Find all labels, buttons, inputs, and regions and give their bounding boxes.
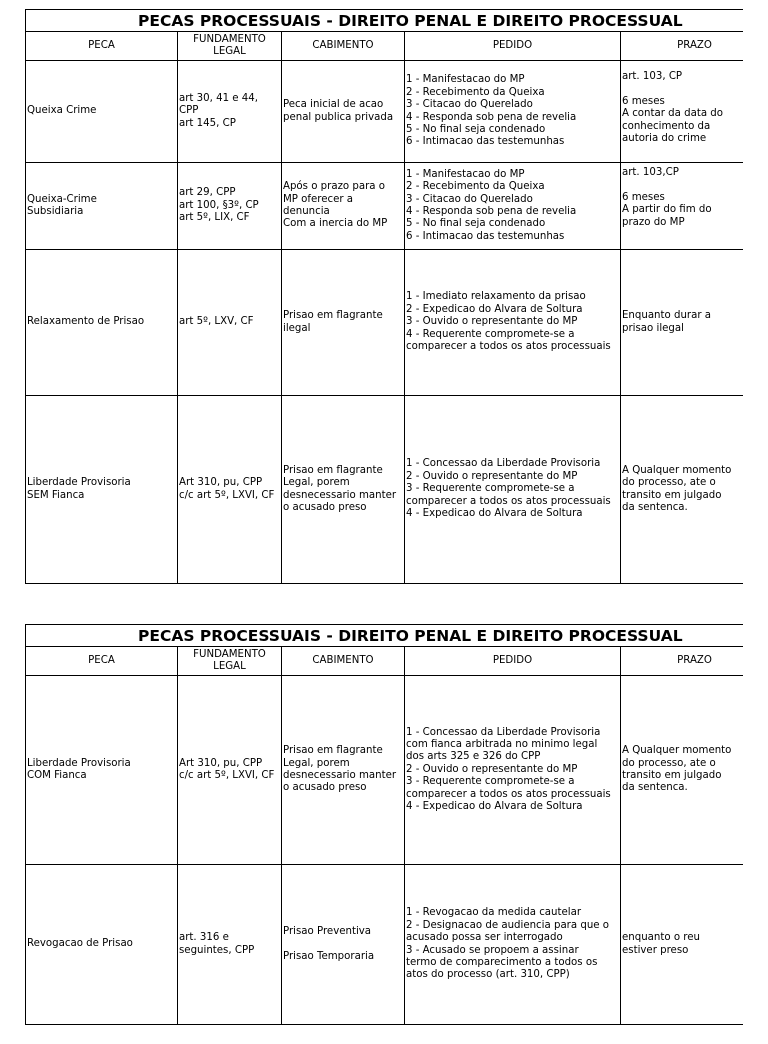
- header-pedido: PEDIDO: [405, 647, 621, 676]
- header-fundamento-legal: FUNDAMENTO LEGAL: [178, 32, 282, 61]
- cell-peca: Liberdade Provisoria SEM Fianca: [26, 396, 178, 584]
- header-fundamento-legal: FUNDAMENTO LEGAL: [178, 647, 282, 676]
- cell-cabimento: Prisao em flagrante Legal, porem desnecessario manter o acusado preso: [282, 396, 405, 584]
- header-peca: PECA: [26, 32, 178, 61]
- cell-fundamento: Art 310, pu, CPP c/c art 5º, LXVI, CF: [178, 676, 282, 865]
- pecas-table: [25, 9, 743, 584]
- cell-pedido: 1 - Concessao da Liberdade Provisoria 2 - Ouvido o representante do MP 3 - Requerente compromete-se a comparecer a todos os atos processuais 4 - Expedicao do Alvara de Soltura: [405, 396, 621, 584]
- cell-peca: Relaxamento de Prisao: [26, 250, 178, 396]
- cell-fundamento: art 5º, LXV, CF: [178, 250, 282, 396]
- cell-prazo: Enquanto durar a prisao ilegal: [621, 250, 744, 396]
- sheet-title: PECAS PROCESSUAIS - DIREITO PENAL E DIREITO PROCESSUAL: [26, 625, 744, 647]
- cell-cabimento: Após o prazo para o MP oferecer a denuncia Com a inercia do MP: [282, 163, 405, 250]
- header-pedido: PEDIDO: [405, 32, 621, 61]
- cell-pedido: 1 - Revogacao da medida cautelar 2 - Designacao de audiencia para que o acusado possa ser interrogado 3 - Acusado se propoem a assinar termo de comparecimento a todos os atos do processo (art. 310, CPP): [405, 865, 621, 1025]
- cell-cabimento: Prisao em flagrante ilegal: [282, 250, 405, 396]
- cell-fundamento: art. 316 e seguintes, CPP: [178, 865, 282, 1025]
- cell-peca: Queixa-Crime Subsidiaria: [26, 163, 178, 250]
- cell-fundamento: art 29, CPP art 100, §3º, CP art 5º, LIX, CF: [178, 163, 282, 250]
- cell-pedido: 1 - Concessao da Liberdade Provisoria com fianca arbitrada no minimo legal dos arts 325 e 326 do CPP 2 - Ouvido o representante do MP 3 - Requerente compromete-se a comparecer a todos os atos processuais 4 - Expedicao do Alvara de Soltura: [405, 676, 621, 865]
- header-prazo: PRAZO: [621, 32, 744, 61]
- cell-prazo: A Qualquer momento do processo, ate o transito em julgado da sentenca.: [621, 676, 744, 865]
- cell-pedido: 1 - Manifestacao do MP 2 - Recebimento da Queixa 3 - Citacao do Querelado 4 - Responda sob pena de revelia 5 - No final seja condenado 6 - Intimacao das testemunhas: [405, 61, 621, 163]
- table-row: [26, 676, 744, 865]
- cell-cabimento: Prisao Preventiva Prisao Temporaria: [282, 865, 405, 1025]
- cell-peca: Liberdade Provisoria COM Fianca: [26, 676, 178, 865]
- cell-pedido: 1 - Manifestacao do MP 2 - Recebimento da Queixa 3 - Citacao do Querelado 4 - Responda sob pena de revelia 5 - No final seja condenado 6 - Intimacao das testemunhas: [405, 163, 621, 250]
- table-row: [26, 163, 744, 250]
- cell-pedido: 1 - Imediato relaxamento da prisao 2 - Expedicao do Alvara de Soltura 3 - Ouvido o representante do MP 4 - Requerente compromete-se a comparecer a todos os atos processuais: [405, 250, 621, 396]
- cell-prazo: enquanto o reu estiver preso: [621, 865, 744, 1025]
- cell-cabimento: Peca inicial de acao penal publica privada: [282, 61, 405, 163]
- cell-prazo: A Qualquer momento do processo, ate o transito em julgado da sentenca.: [621, 396, 744, 584]
- table-row: [26, 865, 744, 1025]
- sheet-2: [25, 624, 743, 1044]
- sheet-title: PECAS PROCESSUAIS - DIREITO PENAL E DIREITO PROCESSUAL: [26, 10, 744, 32]
- header-cabimento: CABIMENTO: [282, 32, 405, 61]
- header-cabimento: CABIMENTO: [282, 647, 405, 676]
- cell-fundamento: Art 310, pu, CPP c/c art 5º, LXVI, CF: [178, 396, 282, 584]
- header-row: [26, 32, 744, 61]
- cell-cabimento: Prisao em flagrante Legal, porem desnecessario manter o acusado preso: [282, 676, 405, 865]
- cell-prazo: art. 103,CP 6 meses A partir do fim do prazo do MP: [621, 163, 744, 250]
- cell-peca: Queixa Crime: [26, 61, 178, 163]
- header-prazo: PRAZO: [621, 647, 744, 676]
- table-row: [26, 61, 744, 163]
- pecas-table: [25, 624, 743, 1025]
- table-row: [26, 396, 744, 584]
- cell-prazo: art. 103, CP 6 meses A contar da data do conhecimento da autoria do crime: [621, 61, 744, 163]
- cell-fundamento: art 30, 41 e 44, CPP art 145, CP: [178, 61, 282, 163]
- sheet-1: [25, 9, 743, 585]
- header-row: [26, 647, 744, 676]
- cell-peca: Revogacao de Prisao: [26, 865, 178, 1025]
- header-peca: PECA: [26, 647, 178, 676]
- table-row: [26, 250, 744, 396]
